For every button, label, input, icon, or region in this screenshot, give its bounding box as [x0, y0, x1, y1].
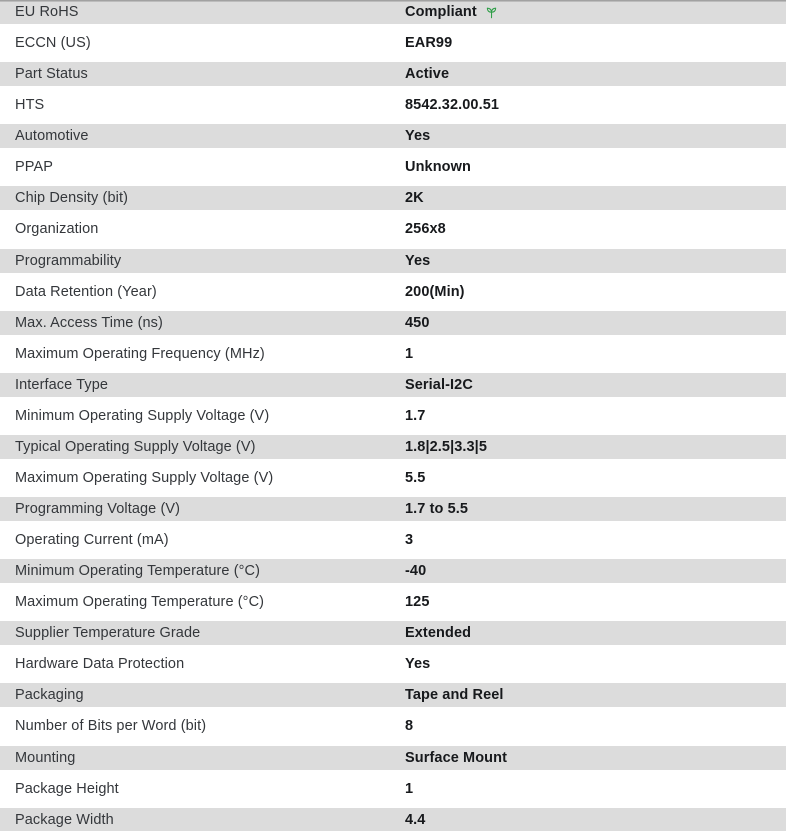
spec-value-text: 1.7 [405, 407, 426, 424]
spec-value-text: -40 [405, 563, 427, 580]
spec-row [0, 683, 786, 714]
spec-value-text: 256x8 [405, 221, 446, 238]
spec-value-text: 5.5 [405, 469, 426, 486]
spec-row [0, 124, 786, 155]
spec-row [0, 217, 786, 248]
spec-row [0, 590, 786, 621]
spec-value [405, 315, 786, 331]
spec-label: Maximum Operating Temperature (°C) [15, 594, 265, 611]
spec-value-text: Unknown [405, 159, 471, 176]
spec-label: Operating Current (mA) [15, 532, 169, 549]
spec-value [405, 687, 786, 703]
spec-value-text: 450 [405, 314, 430, 331]
spec-value [405, 128, 786, 144]
spec-value-text: Yes [405, 252, 431, 269]
spec-value-text: Tape and Reel [405, 687, 504, 704]
spec-row [0, 249, 786, 280]
spec-value-text: 3 [405, 532, 414, 549]
spec-value [405, 501, 786, 517]
spec-label: Programming Voltage (V) [15, 501, 181, 518]
spec-value [405, 221, 786, 237]
spec-value-text: Yes [405, 128, 431, 145]
spec-value-text: 200(Min) [405, 283, 465, 300]
spec-value [405, 594, 786, 610]
spec-value-text: 4.4 [405, 811, 426, 828]
spec-value [405, 563, 786, 579]
spec-value [405, 346, 786, 362]
spec-row [0, 280, 786, 311]
spec-label: Minimum Operating Temperature (°C) [15, 563, 261, 580]
spec-value [405, 656, 786, 672]
spec-value-text: 1.7 to 5.5 [405, 501, 469, 518]
spec-value [405, 470, 786, 486]
spec-value [405, 532, 786, 548]
spec-label: HTS [15, 97, 45, 114]
spec-value [405, 253, 786, 269]
spec-row [0, 559, 786, 590]
spec-label: EU RoHS [15, 4, 79, 21]
spec-value-text: 1.8|2.5|3.3|5 [405, 438, 488, 455]
spec-label: Minimum Operating Supply Voltage (V) [15, 407, 270, 424]
spec-label: Max. Access Time (ns) [15, 314, 163, 331]
spec-label: Typical Operating Supply Voltage (V) [15, 438, 256, 455]
spec-value-text: 1 [405, 345, 414, 362]
spec-row [0, 311, 786, 342]
spec-label: Number of Bits per Word (bit) [15, 718, 207, 735]
spec-value [405, 781, 786, 797]
spec-value [405, 190, 786, 206]
spec-value-text: Yes [405, 656, 431, 673]
spec-label: Organization [15, 221, 99, 238]
spec-value [405, 750, 786, 766]
spec-value-text: 8 [405, 718, 414, 735]
spec-label: Automotive [15, 128, 89, 145]
spec-label: Supplier Temperature Grade [15, 625, 201, 642]
spec-label: Maximum Operating Supply Voltage (V) [15, 469, 274, 486]
spec-row [0, 777, 786, 808]
spec-value [405, 408, 786, 424]
spec-value [405, 284, 786, 300]
spec-value-text: 8542.32.00.51 [405, 97, 500, 114]
spec-value-text: 1 [405, 780, 414, 797]
spec-row [0, 435, 786, 466]
spec-value-text: Compliant [405, 4, 477, 21]
spec-value [405, 377, 786, 393]
spec-value [405, 4, 786, 20]
spec-row [0, 31, 786, 62]
spec-value [405, 718, 786, 734]
spec-value-text: 125 [405, 594, 430, 611]
spec-row [0, 93, 786, 124]
spec-row [0, 186, 786, 217]
spec-value [405, 66, 786, 82]
spec-value [405, 439, 786, 455]
spec-label: Packaging [15, 687, 84, 704]
spec-label: Mounting [15, 749, 76, 766]
spec-label: Package Height [15, 780, 119, 797]
spec-label: Programmability [15, 252, 122, 269]
spec-value-text: Serial-I2C [405, 376, 473, 393]
spec-row [0, 714, 786, 745]
spec-row [0, 528, 786, 559]
spec-label: PPAP [15, 159, 54, 176]
spec-label: Maximum Operating Frequency (MHz) [15, 345, 265, 362]
spec-row [0, 373, 786, 404]
spec-label: Chip Density (bit) [15, 190, 128, 207]
spec-value-text: 2K [405, 190, 424, 207]
spec-label: ECCN (US) [15, 35, 91, 52]
spec-value-text: Extended [405, 625, 472, 642]
spec-row [0, 808, 786, 831]
spec-value-text: Active [405, 66, 450, 83]
spec-row [0, 652, 786, 683]
spec-value [405, 812, 786, 828]
spec-row [0, 155, 786, 186]
spec-row [0, 404, 786, 435]
spec-row [0, 746, 786, 777]
spec-row [0, 466, 786, 497]
spec-row [0, 342, 786, 373]
spec-row [0, 62, 786, 93]
spec-value [405, 159, 786, 175]
spec-row [0, 497, 786, 528]
spec-value-text: Surface Mount [405, 749, 507, 766]
spec-label: Data Retention (Year) [15, 283, 157, 300]
spec-row [0, 0, 786, 31]
spec-label: Hardware Data Protection [15, 656, 185, 673]
spec-value [405, 35, 786, 51]
spec-label: Interface Type [15, 376, 109, 393]
spec-value [405, 97, 786, 113]
spec-value-text: EAR99 [405, 35, 453, 52]
spec-row [0, 621, 786, 652]
spec-label: Part Status [15, 66, 88, 83]
spec-label: Package Width [15, 811, 114, 828]
rohs-compliant-leaf-icon [485, 6, 498, 19]
spec-value [405, 625, 786, 641]
